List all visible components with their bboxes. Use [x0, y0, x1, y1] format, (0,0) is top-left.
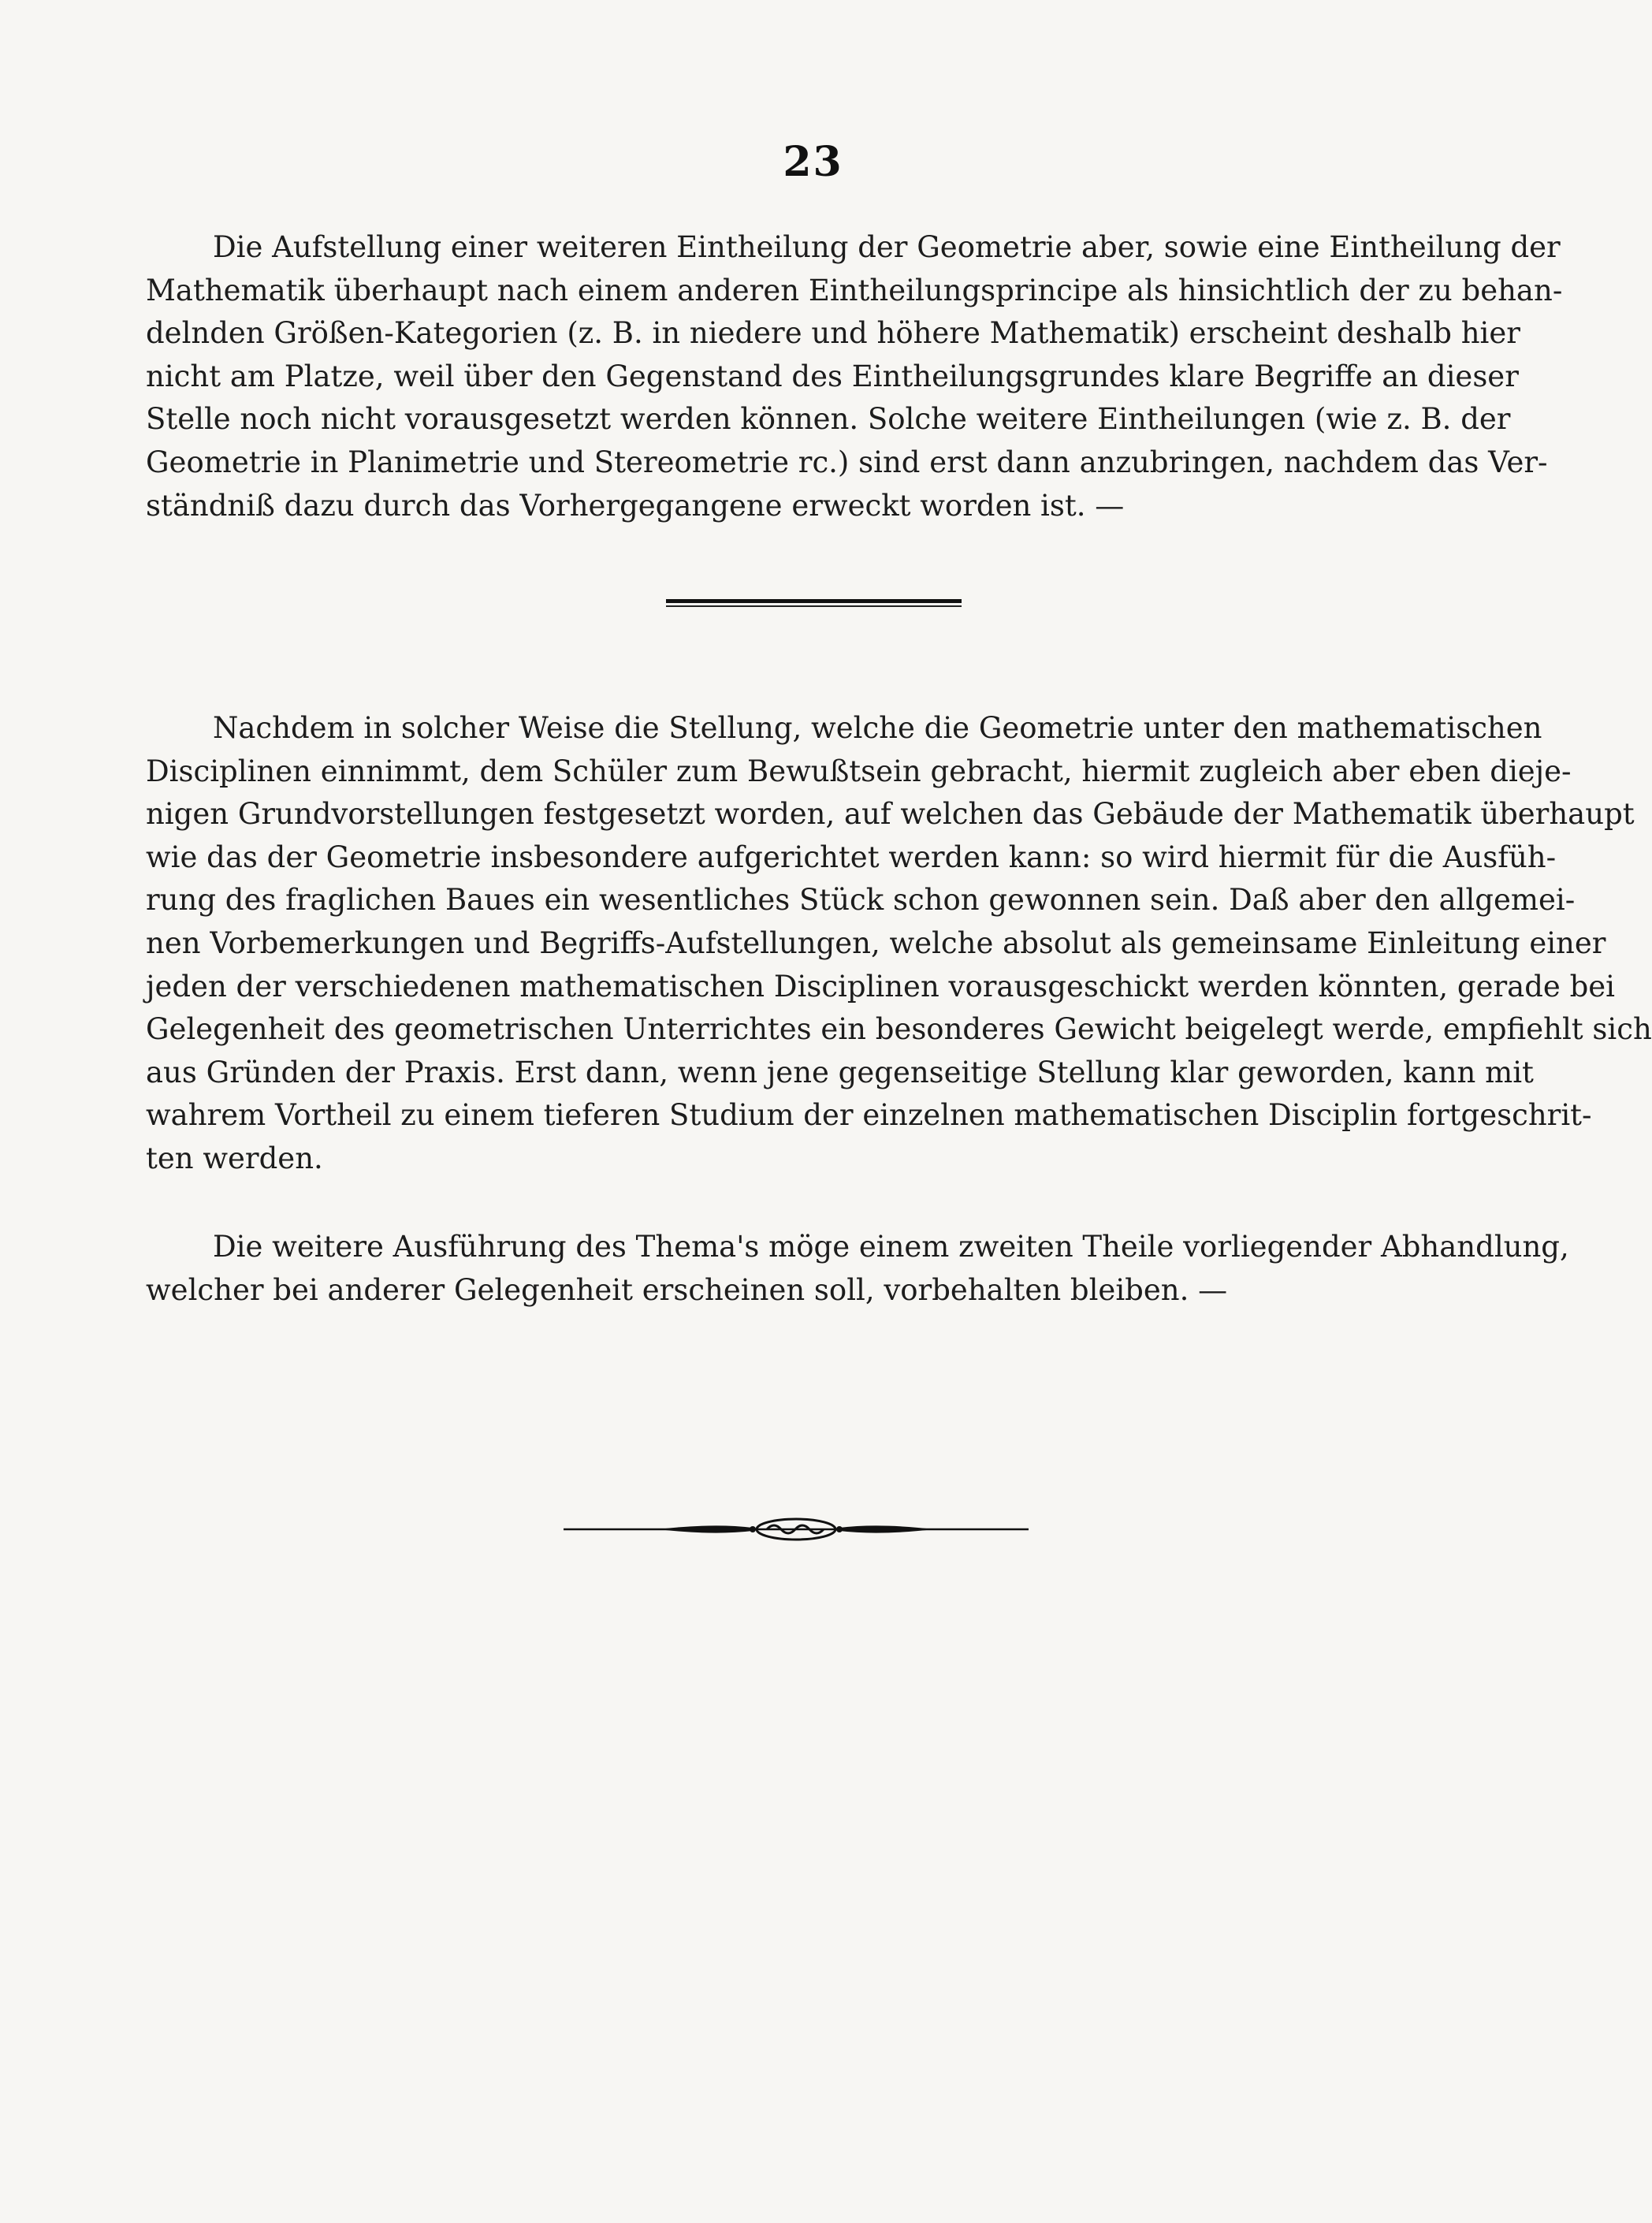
text-line: nigen Grundvorstellungen festgesetzt worden, auf welchen das Gebäude der Mathematik überhaupt	[146, 797, 1635, 832]
text-line: Die weitere Ausführung des Thema's möge einem zweiten Theile vorliegender Abhandlung,	[213, 1230, 1569, 1264]
ornamental-divider-icon	[564, 1514, 1029, 1545]
text-line: delnden Größen-Kategorien (z. B. in niedere und höhere Mathematik) erscheint deshalb hier	[146, 316, 1520, 351]
paragraph-1	[146, 226, 1563, 527]
text-line: wahrem Vortheil zu einem tieferen Studium der einzelnen mathematischen Disciplin fortgeschrit-	[146, 1098, 1592, 1133]
text-line: nen Vorbemerkungen und Begriffs-Aufstellungen, welche absolut als gemeinsame Einleitung einer	[146, 925, 1606, 960]
text-line: Stelle noch nicht vorausgesetzt werden können. Solche weitere Eintheilungen (wie z. B. der	[146, 402, 1511, 437]
text-line: Geometrie in Planimetrie und Stereometrie rc.) sind erst dann anzubringen, nachdem das Ver-	[146, 445, 1548, 479]
paragraph-2	[146, 707, 1652, 1181]
text-line: Nachdem in solcher Weise die Stellung, welche die Geometrie unter den mathematischen	[213, 711, 1542, 745]
text-line: aus Gründen der Praxis. Erst dann, wenn jene gegenseitige Stellung klar geworden, kann mit	[146, 1055, 1534, 1089]
text-line: ständniß dazu durch das Vorhergegangene erweckt worden ist. —	[146, 488, 1125, 523]
text-line: Disciplinen einnimmt, dem Schüler zum Bewußtsein gebracht, hiermit zugleich aber eben dieje-	[146, 754, 1572, 788]
text-line: jeden der verschiedenen mathematischen Disciplinen vorausgeschickt werden könnten, gerade bei	[146, 969, 1616, 1004]
section-divider-rule	[666, 599, 962, 607]
text-line: Gelegenheit des geometrischen Unterrichtes ein besonderes Gewicht beigelegt werde, empfiehlt sich	[146, 1012, 1652, 1047]
paragraph-3	[146, 1226, 1569, 1312]
text-line: Die Aufstellung einer weiteren Eintheilung der Geometrie aber, sowie eine Eintheilung der	[213, 230, 1561, 264]
text-line: nicht am Platze, weil über den Gegenstand des Eintheilungsgrundes klare Begriffe an dieser	[146, 359, 1519, 393]
text-line: welcher bei anderer Gelegenheit erscheinen soll, vorbehalten bleiben. —	[146, 1272, 1228, 1307]
text-line: wie das der Geometrie insbesondere aufgerichtet werden kann: so wird hiermit für die Ausfüh-	[146, 840, 1557, 874]
text-line: rung des fraglichen Baues ein wesentliches Stück schon gewonnen sein. Daß aber den allgemei-	[146, 883, 1576, 918]
text-line: Mathematik überhaupt nach einem anderen Eintheilungsprincipe als hinsichtlich der zu behan-	[146, 273, 1563, 307]
text-line: ten werden.	[146, 1141, 323, 1175]
page-number: 23	[783, 138, 843, 186]
